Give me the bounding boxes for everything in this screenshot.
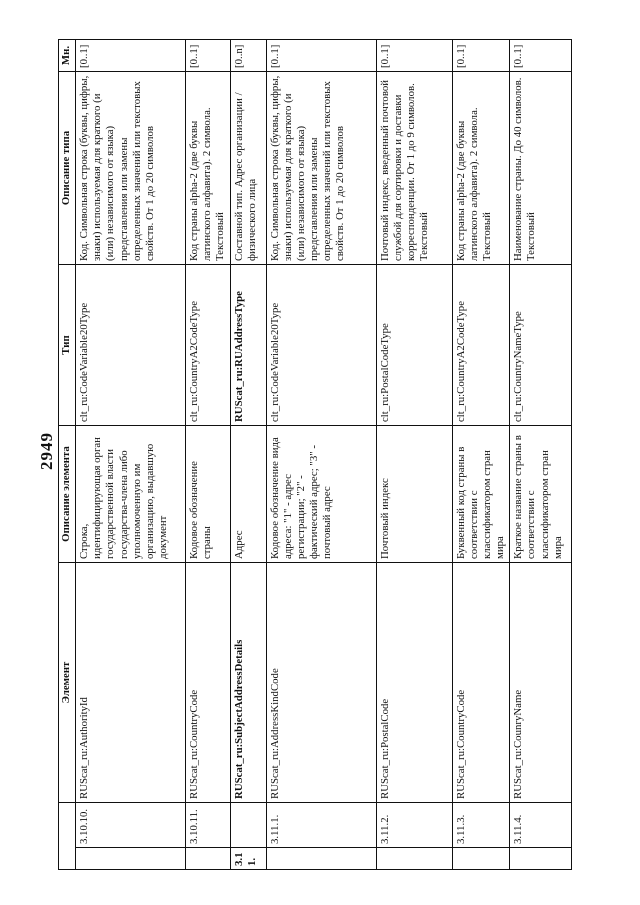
row-element-description: Почтовый индекс: [376, 426, 452, 563]
row-num: 3.11.3.: [452, 803, 510, 848]
row-outer-num: [266, 848, 376, 870]
specification-table: [58, 39, 572, 870]
row-multiplicity: [0..n]: [230, 40, 266, 72]
row-element: RUScat_ru:PostalCode: [376, 563, 452, 803]
table-row: [376, 40, 452, 870]
row-type: clt_ru:CountryA2CodeType: [452, 265, 510, 426]
row-num: 3.11.1.: [266, 803, 376, 848]
row-type-description: Почтовый индекс, введенный почтовой службой для сортировки и доставки корреспонденции. От 1 до 9 символов. Текстовый: [376, 72, 452, 265]
row-element: RUScat_ru:AuthorityId: [76, 563, 186, 803]
row-element-description: Адрес: [230, 426, 266, 563]
row-num: 3.11.2.: [376, 803, 452, 848]
row-element: RUScat_ru:CounryName: [510, 563, 572, 803]
table-row: [452, 40, 510, 870]
row-num: [230, 803, 266, 848]
table-row: [186, 40, 231, 870]
page-number: 2949: [37, 432, 56, 470]
row-type-description: Код страны alpha-2 (две буквы латинского алфавита). 2 символа. Текстовый: [186, 72, 231, 265]
row-type: clt_ru:CountryA2CodeType: [186, 265, 231, 426]
row-element-description: Буквенный код страны в соответствии с классификатором стран мира: [452, 426, 510, 563]
row-multiplicity: [0..1]: [376, 40, 452, 72]
row-element-description: Кодовое обозначение вида адреса: "1" - адрес регистрации; "2" - фактический адрес; "3" - почтовый адрес: [266, 426, 376, 563]
row-type-description: Код. Символьная строка (буквы, цифры, знаки) используемая для краткого (и (или) независимого от языка) представления или замены определенных значений или текстовых свойств. От 1 до 20 символов: [266, 72, 376, 265]
row-element-description: Кодовое обозначение страны: [186, 426, 231, 563]
row-num: 3.11.4.: [510, 803, 572, 848]
table-row: [230, 40, 266, 870]
row-outer-num: [510, 848, 572, 870]
row-outer-num: [376, 848, 452, 870]
table-row: [266, 40, 376, 870]
row-type: clt_ru:CodeVariable20Type: [266, 265, 376, 426]
row-type: RUScat_ru:RUAddressType: [230, 265, 266, 426]
header-multiplicity: Мн.: [59, 40, 76, 72]
row-element: RUScat_ru:AddressKindCode: [266, 563, 376, 803]
row-outer-num: [76, 848, 186, 870]
row-outer-num: [186, 848, 231, 870]
row-element-description: Строка, идентифицирующая орган государственной власти государства-члена либо уполномоченную им организацию, выдавшую документ: [76, 426, 186, 563]
row-type-description: Код. Символьная строка (буквы, цифры, знаки) используемая для краткого (и (или) независимого от языка) представления или замены определенных значений или текстовых свойств. От 1 до 20 символов: [76, 72, 186, 265]
row-multiplicity: [0..1]: [186, 40, 231, 72]
row-num: 3.10.11.: [186, 803, 231, 848]
rotated-table-container: [58, 40, 628, 870]
row-outer-num: [452, 848, 510, 870]
table-row: [510, 40, 572, 870]
row-type: clt_ru:CodeVariable20Type: [76, 265, 186, 426]
row-multiplicity: [0..1]: [266, 40, 376, 72]
row-type-description: Наименование страны. До 40 символов. Текстовый: [510, 72, 572, 265]
row-element-description: Краткое название страны в соответствии с классификатором стран мира: [510, 426, 572, 563]
header-element: Элемент: [59, 563, 76, 803]
row-element: RUScat_ru:CountryCode: [452, 563, 510, 803]
row-multiplicity: [0..1]: [452, 40, 510, 72]
header-element-description: Описание элемента: [59, 426, 76, 563]
row-type: clt_ru:PostalCodeType: [376, 265, 452, 426]
row-outer-num: 3.11.: [230, 848, 266, 870]
row-multiplicity: [0..1]: [510, 40, 572, 72]
row-element: RUScat_ru:SubjectAddressDetails: [230, 563, 266, 803]
row-element: RUScat_ru:CountryCode: [186, 563, 231, 803]
header-type-description: Описание типа: [59, 72, 76, 265]
table-header-row: [59, 40, 76, 870]
header-num: [59, 803, 76, 870]
table-row: [76, 40, 186, 870]
header-type: Тип: [59, 265, 76, 426]
row-type-description: Код страны alpha-2 (две буквы латинского алфавита). 2 символа. Текстовый: [452, 72, 510, 265]
row-num: 3.10.10.: [76, 803, 186, 848]
row-type-description: Составной тип. Адрес организации / физического лица: [230, 72, 266, 265]
row-type: clt_ru:CountryNameType: [510, 265, 572, 426]
row-multiplicity: [0..1]: [76, 40, 186, 72]
